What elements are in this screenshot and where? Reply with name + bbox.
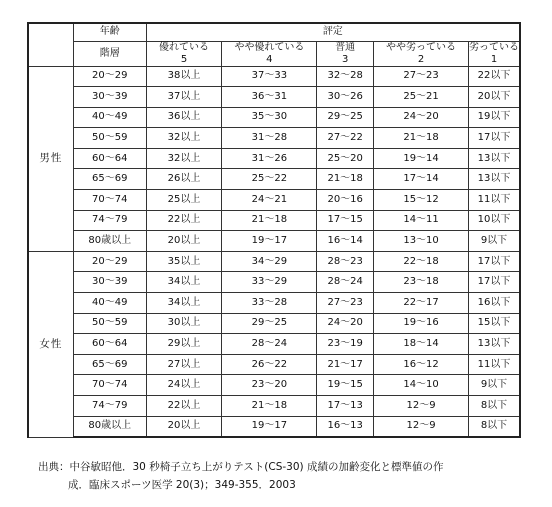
rating-cell-3: 28～24 (317, 272, 374, 293)
age-range-cell: 80歳以上 (73, 416, 146, 437)
rating-cell-3: 28～23 (317, 251, 374, 272)
rating-cell-5: 25以上 (146, 190, 222, 211)
age-range-cell: 70～74 (73, 190, 146, 211)
category-header-4 (222, 41, 317, 66)
rating-cell-5: 27以上 (146, 354, 222, 375)
rating-cell-4: 28～24 (222, 334, 317, 355)
rating-cell-2: 23～18 (374, 272, 469, 293)
rating-cell-1: 13以下 (469, 334, 521, 355)
header-row-age (28, 23, 520, 41)
rating-cell-4: 37～33 (222, 66, 317, 87)
rating-cell-5: 20以上 (146, 416, 222, 437)
table-row (28, 210, 520, 231)
citation-line-2: 成．臨床スポーツ医学 20(3)；349-355．2003 (68, 479, 296, 491)
category-name: やや劣っている (386, 41, 457, 53)
rating-cell-3: 27～22 (317, 128, 374, 149)
table-row (28, 313, 520, 334)
category-score: 5 (180, 53, 188, 65)
age-range-cell: 30～39 (73, 272, 146, 293)
rating-cell-2: 22～18 (374, 251, 469, 272)
rating-cell-2: 19～16 (374, 313, 469, 334)
category-header-2 (374, 41, 469, 66)
rating-cell-1: 17以下 (469, 128, 521, 149)
rating-cell-1: 19以下 (469, 107, 521, 128)
category-score: 3 (342, 53, 349, 65)
citation-line-1: 出典：中谷敏昭他．30 秒椅子立ち上がりテスト(CS-30) 成績の加齢変化と標準値の作 (38, 461, 444, 473)
citation (38, 458, 538, 494)
age-range-cell: 20～29 (73, 66, 146, 87)
rating-cell-2: 16～12 (374, 354, 469, 375)
table-row (28, 354, 520, 375)
table-row (28, 107, 520, 128)
category-score: 4 (266, 53, 273, 65)
table-row (28, 251, 520, 272)
age-range-cell: 70～74 (73, 375, 146, 396)
rating-cell-5: 20以上 (146, 231, 222, 252)
table-row (28, 375, 520, 396)
age-range-cell: 65～69 (73, 169, 146, 190)
age-range-cell: 74～79 (73, 396, 146, 417)
age-range-cell: 20～29 (73, 251, 146, 272)
rating-cell-5: 34以上 (146, 293, 222, 314)
rating-cell-5: 38以上 (146, 66, 222, 87)
sex-header-cell (28, 23, 73, 66)
rating-cell-4: 34～29 (222, 251, 317, 272)
rating-cell-3: 20～16 (317, 190, 374, 211)
rating-cell-3: 16～14 (317, 231, 374, 252)
rating-cell-2: 21～18 (374, 128, 469, 149)
rating-cell-5: 29以上 (146, 334, 222, 355)
rating-cell-2: 19～14 (374, 148, 469, 169)
table-row (28, 128, 520, 149)
category-score: 1 (490, 53, 498, 65)
cs30-norms-table (27, 22, 521, 438)
rating-cell-5: 24以上 (146, 375, 222, 396)
rating-cell-3: 30～26 (317, 87, 374, 108)
rating-cell-1: 11以下 (469, 190, 521, 211)
rating-cell-2: 14～11 (374, 210, 469, 231)
rating-cell-2: 18～14 (374, 334, 469, 355)
rating-cell-5: 34以上 (146, 272, 222, 293)
table-row (28, 396, 520, 417)
sex-label: 男性 (28, 66, 73, 251)
rating-cell-4: 35～30 (222, 107, 317, 128)
rating-cell-3: 23～19 (317, 334, 374, 355)
rating-cell-2: 13～10 (374, 231, 469, 252)
rating-cell-4: 25～22 (222, 169, 317, 190)
table-row (28, 334, 520, 355)
table-row (28, 272, 520, 293)
rating-cell-5: 32以上 (146, 128, 222, 149)
age-range-cell: 40～49 (73, 293, 146, 314)
rating-cell-5: 26以上 (146, 169, 222, 190)
category-name: 優れている (159, 41, 210, 53)
rating-cell-5: 22以上 (146, 396, 222, 417)
rating-cell-3: 21～17 (317, 354, 374, 375)
age-range-cell: 60～64 (73, 334, 146, 355)
rating-cell-4: 29～25 (222, 313, 317, 334)
rating-cell-5: 32以上 (146, 148, 222, 169)
rating-cell-3: 27～23 (317, 293, 374, 314)
age-range-cell: 65～69 (73, 354, 146, 375)
rating-cell-1: 13以下 (469, 169, 521, 190)
age-range-cell: 80歳以上 (73, 231, 146, 252)
rating-cell-3: 19～15 (317, 375, 374, 396)
age-range-cell: 60～64 (73, 148, 146, 169)
rating-cell-3: 16～13 (317, 416, 374, 437)
rating-cell-2: 17～14 (374, 169, 469, 190)
rating-cell-5: 37以上 (146, 87, 222, 108)
sex-label: 女性 (28, 251, 73, 437)
table-row (28, 416, 520, 437)
rating-cell-4: 23～20 (222, 375, 317, 396)
rating-cell-3: 17～13 (317, 396, 374, 417)
rating-cell-2: 12～9 (374, 416, 469, 437)
age-range-cell: 50～59 (73, 313, 146, 334)
rating-cell-4: 36～31 (222, 87, 317, 108)
rating-cell-2: 27～23 (374, 66, 469, 87)
rating-cell-2: 14～10 (374, 375, 469, 396)
rating-cell-3: 25～20 (317, 148, 374, 169)
rating-cell-3: 24～20 (317, 313, 374, 334)
age-header: 年齢 (73, 23, 146, 41)
rating-cell-4: 24～21 (222, 190, 317, 211)
age-range-cell: 50～59 (73, 128, 146, 149)
rating-cell-1: 22以下 (469, 66, 521, 87)
rating-cell-4: 31～26 (222, 148, 317, 169)
rating-cell-4: 21～18 (222, 396, 317, 417)
rating-cell-1: 9以下 (469, 231, 521, 252)
category-header-5 (146, 41, 222, 66)
table-row (28, 293, 520, 314)
rating-cell-5: 36以上 (146, 107, 222, 128)
rating-cell-2: 12～9 (374, 396, 469, 417)
rating-cell-1: 11以下 (469, 354, 521, 375)
category-name: 劣っている (469, 41, 519, 53)
rating-cell-4: 19～17 (222, 416, 317, 437)
category-header-3 (317, 41, 374, 66)
table-row (28, 169, 520, 190)
table-row (28, 231, 520, 252)
category-name: 普通 (335, 41, 356, 53)
rating-cell-3: 17～15 (317, 210, 374, 231)
layer-header: 階層 (73, 41, 146, 66)
table-row (28, 87, 520, 108)
rating-cell-3: 21～18 (317, 169, 374, 190)
rating-cell-1: 20以下 (469, 87, 521, 108)
rating-cell-4: 21～18 (222, 210, 317, 231)
rating-cell-4: 33～28 (222, 293, 317, 314)
category-name: やや優れている (234, 41, 305, 53)
table-row (28, 148, 520, 169)
age-range-cell: 40～49 (73, 107, 146, 128)
rating-cell-1: 16以下 (469, 293, 521, 314)
rating-cell-3: 29～25 (317, 107, 374, 128)
table-row (28, 190, 520, 211)
rating-cell-2: 25～21 (374, 87, 469, 108)
rating-cell-5: 22以上 (146, 210, 222, 231)
rating-cell-3: 32～28 (317, 66, 374, 87)
category-header-1 (469, 41, 521, 66)
rating-cell-1: 8以下 (469, 396, 521, 417)
rating-cell-1: 10以下 (469, 210, 521, 231)
rating-cell-4: 33～29 (222, 272, 317, 293)
rating-cell-2: 24～20 (374, 107, 469, 128)
rating-cell-2: 22～17 (374, 293, 469, 314)
rating-cell-4: 26～22 (222, 354, 317, 375)
age-range-cell: 74～79 (73, 210, 146, 231)
rating-cell-1: 15以下 (469, 313, 521, 334)
rating-cell-1: 17以下 (469, 272, 521, 293)
rating-cell-1: 17以下 (469, 251, 521, 272)
rating-header: 評定 (146, 23, 520, 41)
table-row (28, 66, 520, 87)
rating-cell-1: 8以下 (469, 416, 521, 437)
age-range-cell: 30～39 (73, 87, 146, 108)
category-score: 2 (417, 53, 425, 65)
rating-cell-5: 30以上 (146, 313, 222, 334)
rating-cell-4: 31～28 (222, 128, 317, 149)
rating-cell-5: 35以上 (146, 251, 222, 272)
rating-cell-2: 15～12 (374, 190, 469, 211)
rating-cell-4: 19～17 (222, 231, 317, 252)
rating-cell-1: 13以下 (469, 148, 521, 169)
rating-cell-1: 9以下 (469, 375, 521, 396)
